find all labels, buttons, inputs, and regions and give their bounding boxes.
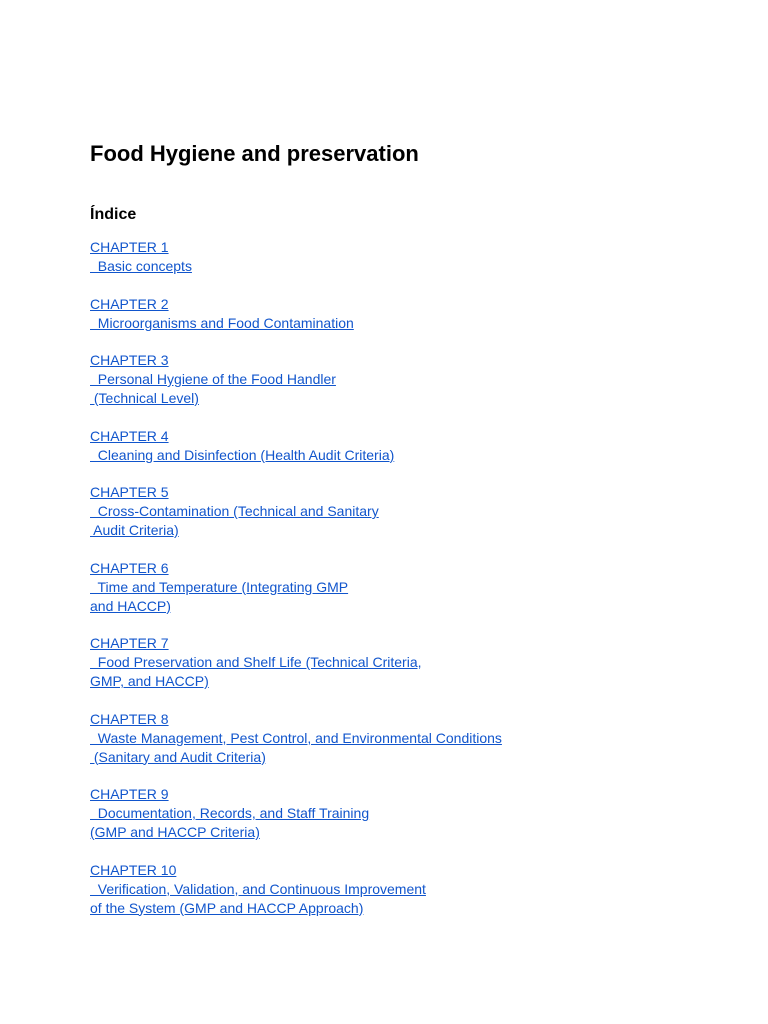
toc-entry-chapter-5: [90, 483, 502, 540]
toc-chapter-label: [90, 295, 502, 314]
toc-chapter-title-line: [90, 748, 502, 767]
toc-chapter-title-line: [90, 521, 502, 540]
toc-chapter-link[interactable]: CHAPTER 5: [90, 484, 169, 500]
toc-chapter-label: [90, 861, 502, 880]
toc-chapter-title-link[interactable]: GMP, and HACCP): [90, 673, 209, 689]
toc-chapter-title-link[interactable]: Basic concepts: [90, 258, 192, 274]
toc-chapter-title-line: [90, 389, 502, 408]
toc-chapter-title-link[interactable]: Cleaning and Disinfection (Health Audit Criteria): [90, 446, 395, 463]
toc-chapter-title-link[interactable]: of the System (GMP and HACCP Approach): [90, 899, 364, 916]
toc-chapter-title-link[interactable]: Time and Temperature (Integrating GMP: [90, 578, 349, 595]
toc-chapter-title-link[interactable]: Cross-Contamination (Technical and Sanitary: [90, 503, 379, 519]
toc-entry-chapter-1: [90, 238, 502, 276]
toc-chapter-title-link[interactable]: Food Preservation and Shelf Life (Technical Criteria,: [90, 654, 422, 670]
toc-chapter-link[interactable]: CHAPTER 7: [90, 635, 169, 651]
toc-chapter-title-line: [90, 653, 502, 672]
toc-chapter-title-line: [90, 370, 502, 389]
toc-chapter-title-link[interactable]: Audit Criteria): [90, 522, 179, 538]
toc-chapter-title-line: [90, 804, 502, 823]
toc-chapter-label: [90, 483, 502, 502]
toc-chapter-title-link[interactable]: Verification, Validation, and Continuous Improvement: [90, 880, 426, 897]
toc-entry-chapter-9: [90, 785, 502, 842]
toc-chapter-link[interactable]: CHAPTER 8: [90, 710, 169, 727]
toc-chapter-label: [90, 238, 502, 257]
toc-entry-chapter-3: [90, 351, 502, 408]
toc-chapter-link[interactable]: CHAPTER 1: [90, 239, 169, 255]
toc-chapter-link[interactable]: CHAPTER 9: [90, 786, 169, 802]
toc-chapter-label: [90, 634, 502, 653]
toc-chapter-title-line: [90, 823, 502, 842]
toc-entry-chapter-10: [90, 861, 502, 918]
toc-heading: Índice: [90, 206, 137, 223]
toc-entry-chapter-6: [90, 559, 502, 616]
toc-entry-chapter-7: [90, 634, 502, 691]
toc-chapter-label: [90, 785, 502, 804]
toc-chapter-label: [90, 351, 502, 370]
toc-chapter-title-line: [90, 729, 502, 748]
toc-chapter-title-line: [90, 672, 502, 691]
toc-chapter-link[interactable]: CHAPTER 4: [90, 427, 169, 444]
toc-chapter-title-link[interactable]: (Sanitary and Audit Criteria): [90, 748, 266, 765]
toc-chapter-label: [90, 427, 502, 446]
toc-chapter-title-link[interactable]: (GMP and HACCP Criteria): [90, 824, 260, 840]
toc-entry-chapter-8: [90, 710, 502, 767]
toc-chapter-link[interactable]: CHAPTER 3: [90, 352, 169, 368]
toc-chapter-link[interactable]: CHAPTER 6: [90, 559, 169, 576]
toc-entry-chapter-2: [90, 295, 502, 333]
toc-chapter-title-line: [90, 578, 502, 597]
toc-chapter-title-line: [90, 502, 502, 521]
toc-chapter-title-link[interactable]: (Technical Level): [90, 390, 199, 406]
document-title: Food Hygiene and preservation: [90, 141, 419, 166]
toc-chapter-label: [90, 559, 502, 578]
toc-chapter-title-line: [90, 257, 502, 276]
toc-chapter-title-line: [90, 597, 502, 616]
table-of-contents: [90, 238, 502, 936]
toc-chapter-title-link[interactable]: Personal Hygiene of the Food Handler: [90, 371, 336, 387]
toc-chapter-link[interactable]: CHAPTER 2: [90, 295, 169, 312]
toc-chapter-title-line: [90, 880, 502, 899]
toc-entry-chapter-4: [90, 427, 502, 465]
toc-chapter-title-link[interactable]: Microorganisms and Food Contamination: [90, 314, 354, 331]
toc-chapter-title-link[interactable]: and HACCP): [90, 597, 171, 614]
toc-chapter-title-line: [90, 314, 502, 333]
toc-chapter-title-line: [90, 899, 502, 918]
toc-chapter-title-link[interactable]: Documentation, Records, and Staff Training: [90, 805, 370, 821]
toc-chapter-link[interactable]: CHAPTER 10: [90, 861, 177, 878]
toc-chapter-title-line: [90, 446, 502, 465]
toc-chapter-label: [90, 710, 502, 729]
toc-chapter-title-link[interactable]: Waste Management, Pest Control, and Environmental Conditions: [90, 729, 502, 746]
